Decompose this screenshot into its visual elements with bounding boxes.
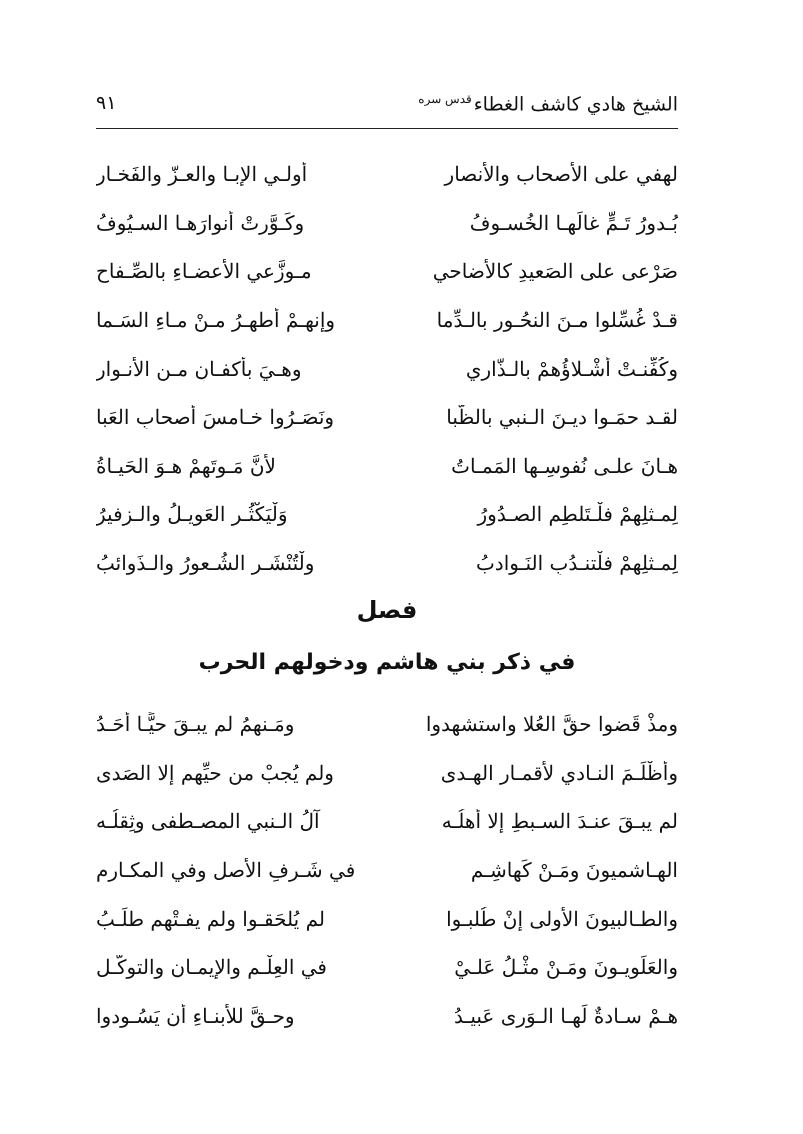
couplet <box>96 344 678 393</box>
second-hemistich: أُولـي الإبـا والعـزّ والفَخـار <box>96 162 308 187</box>
first-hemistich: بُـدورُ تَـمٍّ غالَهـا الخُسـوفُ <box>469 210 678 235</box>
couplet <box>96 490 678 539</box>
couplet <box>96 199 678 248</box>
couplet <box>96 894 678 943</box>
honorific-mark: قدس سره <box>418 92 472 106</box>
couplet <box>96 700 678 749</box>
couplet <box>96 749 678 798</box>
first-hemistich: لهفي على الأصحاب والأنصار <box>444 162 678 187</box>
second-hemistich: وحـقَّ للأبنـاءِ أن يَسُـودوا <box>96 1003 295 1028</box>
couplet <box>96 296 678 345</box>
second-hemistich: ولم يُجبْ من حيِّهم إلا الصَدى <box>96 760 334 785</box>
second-hemistich: ولْتُنْشَـرِ الشُـعورُ والـذَوائبُ <box>96 551 315 576</box>
second-hemistich: وَلْيَكْثُـرِ العَويـلُ والـزفيرُ <box>96 502 288 527</box>
couplet <box>96 943 678 992</box>
running-title <box>418 92 678 115</box>
poem-top <box>96 150 678 587</box>
first-hemistich: لِمـثلِهمْ فلْتنـدُبِ النَـوادبُ <box>475 551 678 576</box>
page-number: ٩١ <box>96 92 117 114</box>
second-hemistich: آلُ الـنبي المصـطفى وثِقلُـه <box>96 809 320 834</box>
couplet <box>96 247 678 296</box>
first-hemistich: لقـد حمَـوا ديـنَ الـنبي بالظُّبا <box>446 405 678 430</box>
first-hemistich: الهـاشميونَ ومَـنْ كَهاشِـمِ <box>470 858 678 883</box>
first-hemistich: ومذْ قَضوا حقَّ العُلا واستشهدوا <box>425 712 678 737</box>
first-hemistich: هـانَ علـى نُفوسِـها المَمـاتُ <box>451 453 678 478</box>
running-title-text: الشيخ هادي كاشف الغطاء <box>473 93 678 116</box>
couplet <box>96 846 678 895</box>
second-hemistich: في العِلْـمِ والإيمـانِ والتوكُّـلِ <box>96 955 327 980</box>
second-hemistich: ونَصَـرُوا خـامسَ أصحابِ العَبا <box>96 405 335 430</box>
first-hemistich: وأظْلَـمَ النـادي لأقمـارِ الهـدى <box>440 760 678 785</box>
first-hemistich: والطـالبيونَ الأُولى إنْ طُلبـوا <box>446 906 678 931</box>
first-hemistich: قـدْ غُسِّلوا مـنَ النحُـورِ بالـدِّما <box>436 308 678 333</box>
couplet <box>96 797 678 846</box>
poem-bottom <box>96 700 678 1040</box>
couplet <box>96 992 678 1041</box>
couplet <box>96 150 678 199</box>
first-hemistich: هـمْ سـادةٌ لَهـا الـوَرى عَبيـدُ <box>453 1003 678 1028</box>
second-hemistich: في شَـرفِ الأصلِ وفي المكـارمِ <box>96 858 356 883</box>
second-hemistich: وهـيَ بأكفـانٍ مـن الأنـوارِ <box>96 356 302 381</box>
first-hemistich: والعَلَويـونَ ومَـنْ مثْـلُ عَلـيْ <box>454 955 678 980</box>
second-hemistich: وكَـوَّرتْ أنوارَهـا السـيُوفُ <box>96 210 305 235</box>
header-rule <box>96 128 678 129</box>
first-hemistich: وكُفِّنـتْ أشْـلاؤُهمْ بالـذّاري <box>465 356 678 381</box>
second-hemistich: لم يُلحَقـوا ولم يفـتْهم طلَـبُ <box>96 906 326 931</box>
second-hemistich: وإنهـمْ أطهـرُ مـنْ مـاءِ السَـما <box>96 308 336 333</box>
page-header <box>96 88 678 124</box>
couplet <box>96 539 678 588</box>
couplet <box>96 393 678 442</box>
section-title: في ذكر بني هاشم ودخولهم الحرب <box>198 650 576 675</box>
first-hemistich: صَرْعى على الصَعيدِ كالأضاحي <box>432 259 678 284</box>
couplet <box>96 442 678 491</box>
second-hemistich: ومَـنهمُ لم يبـقَ حيًّـا أحَـدُ <box>96 712 295 737</box>
section-label: فصل <box>356 596 418 624</box>
first-hemistich: لِمـثلِهمْ فلْـتَلطِمِ الصـدُورُ <box>477 502 678 527</box>
second-hemistich: لأنَّ مَـوتَهمْ هـوَ الحَيـاةُ <box>96 453 276 478</box>
first-hemistich: لم يبـقَ عنـدَ السـبطِ إلا أهلُـه <box>441 809 678 834</box>
second-hemistich: مـوزَّعي الأعضـاءِ بالصِّـفاحِ <box>96 259 312 284</box>
